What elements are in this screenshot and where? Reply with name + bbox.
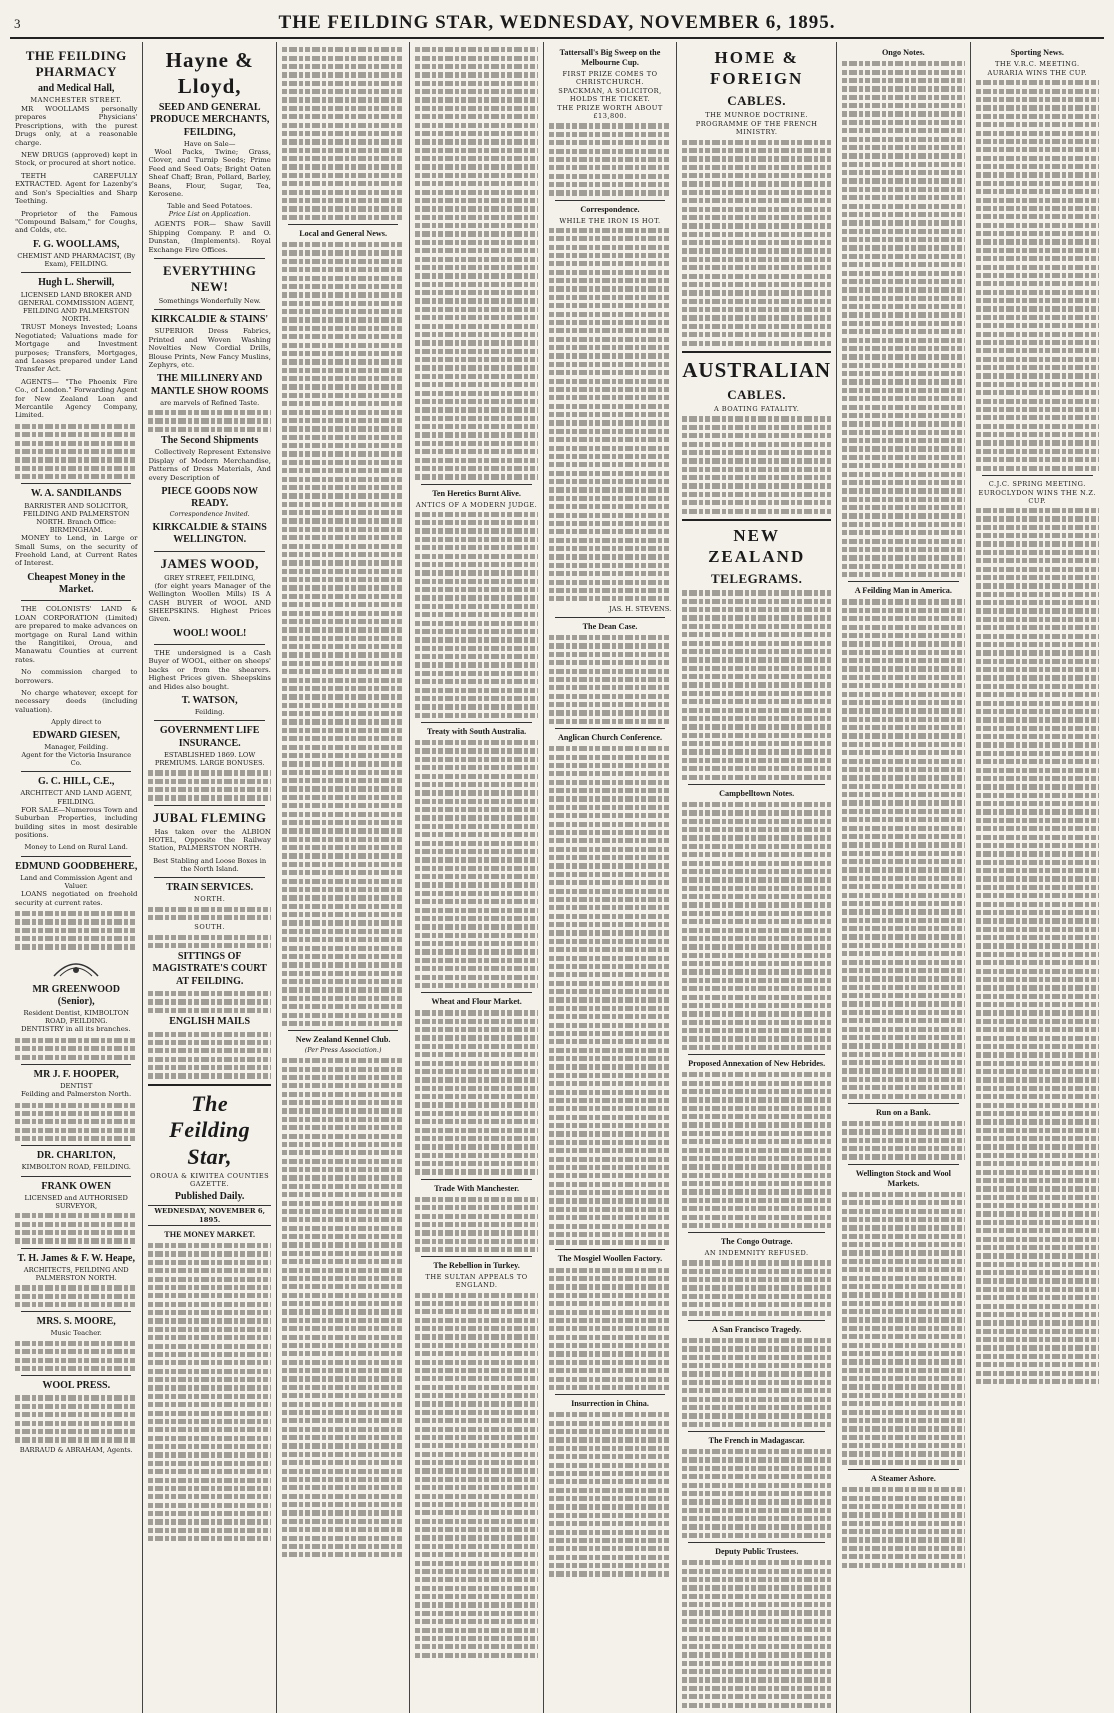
ad-emphasis: Cheapest Money in the Market. [27, 571, 126, 596]
ad-text: SUPERIOR Dress Fabrics, Printed and Woven Washing Novelties New Cordial Drills, Blouse Prints, New Fancy Muslins, Zephyrs, etc. [148, 327, 271, 369]
article-heading: New Zealand Kennel Club. [295, 1035, 391, 1045]
column-3 [277, 42, 410, 1713]
ad-text: TRUST Moneys Invested; Loans Negotiated; Valuations made for Mortgage and Investment purposes; Transfers, Mortgages, and Leases prepared under Land Transfer Act. [15, 323, 138, 374]
nameplate-subtitle: OROUA & KIWITEA COUNTIES GAZETTE. [150, 1172, 270, 1189]
ad-line: ARCHITECTS, FEILDING AND PALMERSTON NORTH. [23, 1265, 129, 1282]
article-heading: Run on a Bank. [876, 1107, 931, 1117]
ad-heading: THE FEILDING PHARMACY [25, 48, 127, 79]
ad-heading: EVERYTHING NEW! [162, 263, 257, 295]
ad-line: BARRISTER AND SOLICITOR, FEILDING AND PALMERSTON NORTH. Branch Office: BIRMINGHAM. [23, 501, 130, 535]
article-heading: The Dean Case. [582, 621, 638, 631]
ad-line: ARCHITECT AND LAND AGENT, FEILDING. [20, 789, 133, 806]
ad-emphasis: WOOL! WOOL! [172, 627, 247, 639]
ad-text: THE undersigned is a Cash Buyer of WOOL, either on sheeps' backs or from the shearers. Highest Prices given. Sheepskins and Hides also bought. [148, 648, 271, 691]
ad-line: MANCHESTER STREET. [30, 95, 123, 104]
article-subheading: PROGRAMME OF THE FRENCH MINISTRY. [695, 120, 818, 137]
ad-name: EDMUND GOODBEHERE, [15, 860, 138, 872]
column-5 [544, 42, 677, 1713]
column-7 [837, 42, 970, 1713]
article-heading: The Rebellion in Turkey. [433, 1261, 520, 1271]
section-subheading: CABLES. [727, 387, 787, 403]
article-heading: Sporting News. [1010, 48, 1064, 57]
ad-text: MONEY to Lend, in Large or Small Sums, on the security of Freehold Land, at Current Rates of Interest. [15, 534, 138, 568]
ad-line: Agent for the Victoria Insurance Co. [21, 750, 132, 768]
section-subheading: CABLES. [727, 93, 787, 109]
article-heading: Local and General News. [299, 228, 388, 238]
ad-line: BARRAUD & ABRAHAM, Agents. [19, 1445, 133, 1454]
article-heading: The Congo Outrage. [720, 1237, 793, 1247]
article-subheading: (Per Press Association.) [304, 1046, 382, 1055]
newspaper-title: THE FEILDING STAR, WEDNESDAY, NOVEMBER 6, 1895. [278, 12, 836, 33]
ad-line: DENTIST [60, 1081, 93, 1090]
page-number: 3 [14, 16, 21, 31]
ad-name: W. A. SANDILANDS [30, 488, 122, 500]
letter-signature: JAS. H. STEVENS. [609, 604, 672, 613]
article-subheading: EUROCLYDON WINS THE N.Z. CUP. [978, 488, 1096, 505]
ad-line: Best Stabling and Loose Boxes in the North Island. [153, 856, 267, 873]
article-subheading: WHILE THE IRON IS HOT. [559, 216, 661, 225]
article-subheading: THE MUNROE DOCTRINE. [705, 111, 809, 120]
ad-name: DR. CHARLTON, [36, 1150, 116, 1162]
ad-line: Land and Commission Agent and Valuer. [20, 873, 133, 890]
article-subheading: ANTICS OF A MODERN JUDGE. [415, 500, 538, 509]
ad-name: KIRKCALDIE & STAINS WELLINGTON. [152, 522, 267, 546]
article-subheading: C.J.C. SPRING MEETING. [988, 479, 1086, 488]
ad-line: are marvels of Refined Taste. [160, 398, 260, 407]
ad-text: No charge whatever, except for necessary deeds (including valuation). [15, 689, 138, 714]
ad-line: Resident Dentist, KIMBOLTON ROAD, FEILDING. [23, 1009, 129, 1026]
column-4 [410, 42, 543, 1713]
columns [10, 42, 1104, 1557]
ad-heading: THE MILLINERY AND MANTLE SHOW ROOMS [150, 373, 269, 397]
article-heading: A Feilding Man in America. [854, 586, 952, 596]
ad-name: WOOL PRESS. [42, 1380, 111, 1392]
ad-line: Somethings Wonderfully New. [158, 296, 261, 305]
article-heading: Tattersall's Big Sweep on the Melbourne Cup. [559, 48, 661, 67]
ad-heading: ENGLISH MAILS [169, 1016, 251, 1028]
column-1 [10, 42, 143, 1713]
article-heading: Anglican Church Conference. [557, 732, 663, 742]
article-heading: Treaty with South Australia. [426, 726, 527, 736]
section-heading: NEW ZEALAND [708, 525, 806, 566]
ad-heading: Hayne & Lloyd, [165, 48, 254, 98]
ad-line: Price List on Application. [168, 209, 251, 218]
ad-heading: The Second Shipments [161, 435, 259, 447]
ad-name: MR J. F. HOOPER, [33, 1068, 119, 1080]
column-6 [677, 42, 837, 1713]
article-heading: Insurrection in China. [571, 1399, 649, 1409]
ad-line: LICENSED and AUTHORISED SURVEYOR, [24, 1193, 128, 1210]
article-subheading: THE SULTAN APPEALS TO ENGLAND. [425, 1273, 528, 1290]
section-heading: HOME & FOREIGN [709, 48, 804, 88]
issue-date: WEDNESDAY, NOVEMBER 6, 1895. [148, 1205, 270, 1226]
tooth-emblem [15, 954, 137, 980]
article-heading: A San Francisco Tragedy. [712, 1324, 802, 1334]
ad-text: No commission charged to borrowers. [15, 668, 138, 685]
ad-name: F. G. WOOLLAMS, [33, 238, 120, 250]
nameplate-daily: Published Daily. [174, 1191, 245, 1203]
article-subheading: FIRST PRIZE COMES TO CHRISTCHURCH. [562, 70, 658, 87]
column-2 [143, 42, 276, 1713]
ad-line: Manager, Feilding. [44, 742, 109, 751]
ad-heading: GOVERNMENT LIFE INSURANCE. [159, 725, 260, 749]
column-8 [971, 42, 1104, 1713]
ad-line: Music Teacher. [50, 1329, 102, 1338]
ad-text: FOR SALE—Numerous Town and Suburban Properties, including building sites in most desirable positions. [15, 805, 138, 839]
newspaper-nameplate: The Feilding Star, [169, 1090, 251, 1170]
article-heading: The French in Madagascar. [708, 1435, 805, 1445]
ad-text: Proprietor of the Famous "Compound Balsam," for Coughs, and Colds, etc. [15, 209, 138, 235]
article-heading: Trade With Manchester. [434, 1183, 520, 1193]
article-heading: Wheat and Flour Market. [431, 997, 522, 1007]
ad-name: JAMES WOOD, [160, 555, 259, 571]
ad-text: Collectively Represent Extensive Display of Modern Merchandise, Patterns of Dress Materials, And every Description of [148, 448, 271, 482]
article-subheading: A BOATING FATALITY. [713, 405, 800, 414]
ad-text: NEW DRUGS (approved) kept in Stock, or procured at short notice. [15, 151, 138, 168]
ad-text: AGENTS— "The Phoenix Fire Co., of London." Forwarding Agent for New Zealand Loan and Mercantile Agency Company, Limited. [15, 377, 138, 420]
ad-name: MR GREENWOOD (Senior), [32, 983, 120, 1007]
article-heading: Proposed Annexation of New Hebrides. [688, 1059, 826, 1068]
ad-text: (for eight years Manager of the Wellington Woollen Mills) IS A CASH BUYER of WOOL AND SHEEPSKINS. Highest Prices Given. [148, 581, 271, 624]
article-heading: Ongo Notes. [881, 48, 925, 57]
article-subheading: THE PRIZE WORTH ABOUT £13,800. [557, 104, 663, 121]
ad-line: NORTH. [194, 895, 226, 904]
ad-line: Table and Seed Potatoes. [167, 202, 253, 211]
ad-text: MR WOOLLAMS personally prepares Physicians' Prescriptions, with the purest Drugs only, at a reasonable charge. [15, 104, 138, 147]
section-subheading: TELEGRAMS. [711, 571, 803, 587]
ad-name: EDWARD GIESEN, [32, 729, 120, 741]
ad-line: GREY STREET, FEILDING, [164, 573, 256, 582]
ad-emphasis: PIECE GOODS NOW READY. [161, 486, 258, 510]
ad-subheading: and Medical Hall, [38, 82, 115, 94]
ad-line: Money to Lend on Rural Land. [24, 843, 128, 852]
ad-text: TEETH CAREFULLY EXTRACTED. Agent for Lazenby's and Son's Specialties and Sharp Teething. [15, 171, 138, 206]
ad-subheading: SEED AND GENERAL PRODUCE MERCHANTS, FEILDING, [149, 102, 270, 138]
ad-text: Has taken over the ALBION HOTEL, Opposite the Railway Station, PALMERSTON NORTH. [148, 827, 271, 853]
article-heading: THE MONEY MARKET. [164, 1229, 256, 1239]
article-heading: Deputy Public Trustees. [715, 1547, 799, 1557]
article-heading: The Mosgiel Woollen Factory. [557, 1254, 663, 1264]
ad-text: THE COLONISTS' LAND & LOAN CORPORATION (Limited) are prepared to make advances on mortgage on Rural Land within the Rangitikei, Oroua, and Manawatu Counties at current rates. [15, 605, 138, 664]
section-heading: AUSTRALIAN [682, 357, 832, 382]
ad-name: G. C. HILL, C.E., [38, 776, 115, 788]
ad-line: KIMBOLTON ROAD, FEILDING. [21, 1163, 131, 1172]
ad-line: Have on Sale— [183, 139, 236, 148]
ad-line: ESTABLISHED 1869. LOW PREMIUMS. LARGE BONUSES. [154, 750, 265, 767]
ad-name: FRANK OWEN [41, 1180, 112, 1192]
ad-line: LICENSED LAND BROKER AND GENERAL COMMISSION AGENT, FEILDING AND PALMERSTON NORTH. [18, 290, 135, 324]
ad-name: MRS. S. MOORE, [36, 1316, 116, 1328]
article-heading: Ten Heretics Burnt Alive. [432, 488, 521, 498]
ad-line: SOUTH. [194, 923, 226, 932]
ad-text: Feilding and Palmerston North. [21, 1090, 132, 1099]
ad-text: DENTISTRY in all its branches. [21, 1025, 131, 1034]
ad-name: T. WATSON, [181, 695, 238, 707]
article-heading: A Steamer Ashore. [870, 1474, 936, 1483]
ad-heading: KIRKCALDIE & STAINS' [151, 314, 269, 326]
ad-text: LOANS negotiated on freehold security at current rates. [15, 890, 138, 907]
article-subheading: AN INDEMNITY REFUSED. [704, 1249, 809, 1258]
ad-heading: SITTINGS OF MAGISTRATE'S COURT AT FEILDING. [152, 951, 267, 987]
ad-name: T. H. James & F. W. Heape, [17, 1252, 135, 1264]
article-subheading: THE V.R.C. MEETING. [994, 60, 1080, 68]
article-subheading: SPACKMAN, A SOLICITOR, HOLDS THE TICKET. [558, 87, 662, 104]
ad-line: Correspondence Invited. [169, 510, 250, 519]
ad-heading: TRAIN SERVICES. [166, 882, 254, 894]
article-heading: Campbelltown Notes. [719, 788, 795, 798]
ad-line: Feilding. [194, 708, 225, 717]
article-heading: Wellington Stock and Wool Markets. [855, 1168, 951, 1188]
ad-name: JUBAL FLEMING [152, 809, 267, 825]
article-subheading: AURARIA WINS THE CUP. [987, 69, 1088, 78]
ad-text: Wool Packs, Twine; Grass, Clover, and Turnip Seeds; Prime Feed and Seed Oats; Bright Oaten Sheaf Chaff; Bran, Pollard, Barley, Beans, Flour, Sugar, Tea, Kerosene. [148, 147, 271, 199]
masthead [10, 8, 1104, 39]
ad-line: Apply direct to [51, 718, 102, 727]
ad-text: AGENTS FOR— Shaw Savill Shipping Company. P. and O. Dunstan, (Implements). Royal Exchange Fire Offices. [148, 220, 271, 254]
article-heading: Correspondence. [580, 204, 640, 214]
ad-line: CHEMIST AND PHARMACIST, (By Exam), FEILDING. [17, 252, 136, 269]
ad-name: Hugh L. Sherwill, [38, 277, 115, 289]
